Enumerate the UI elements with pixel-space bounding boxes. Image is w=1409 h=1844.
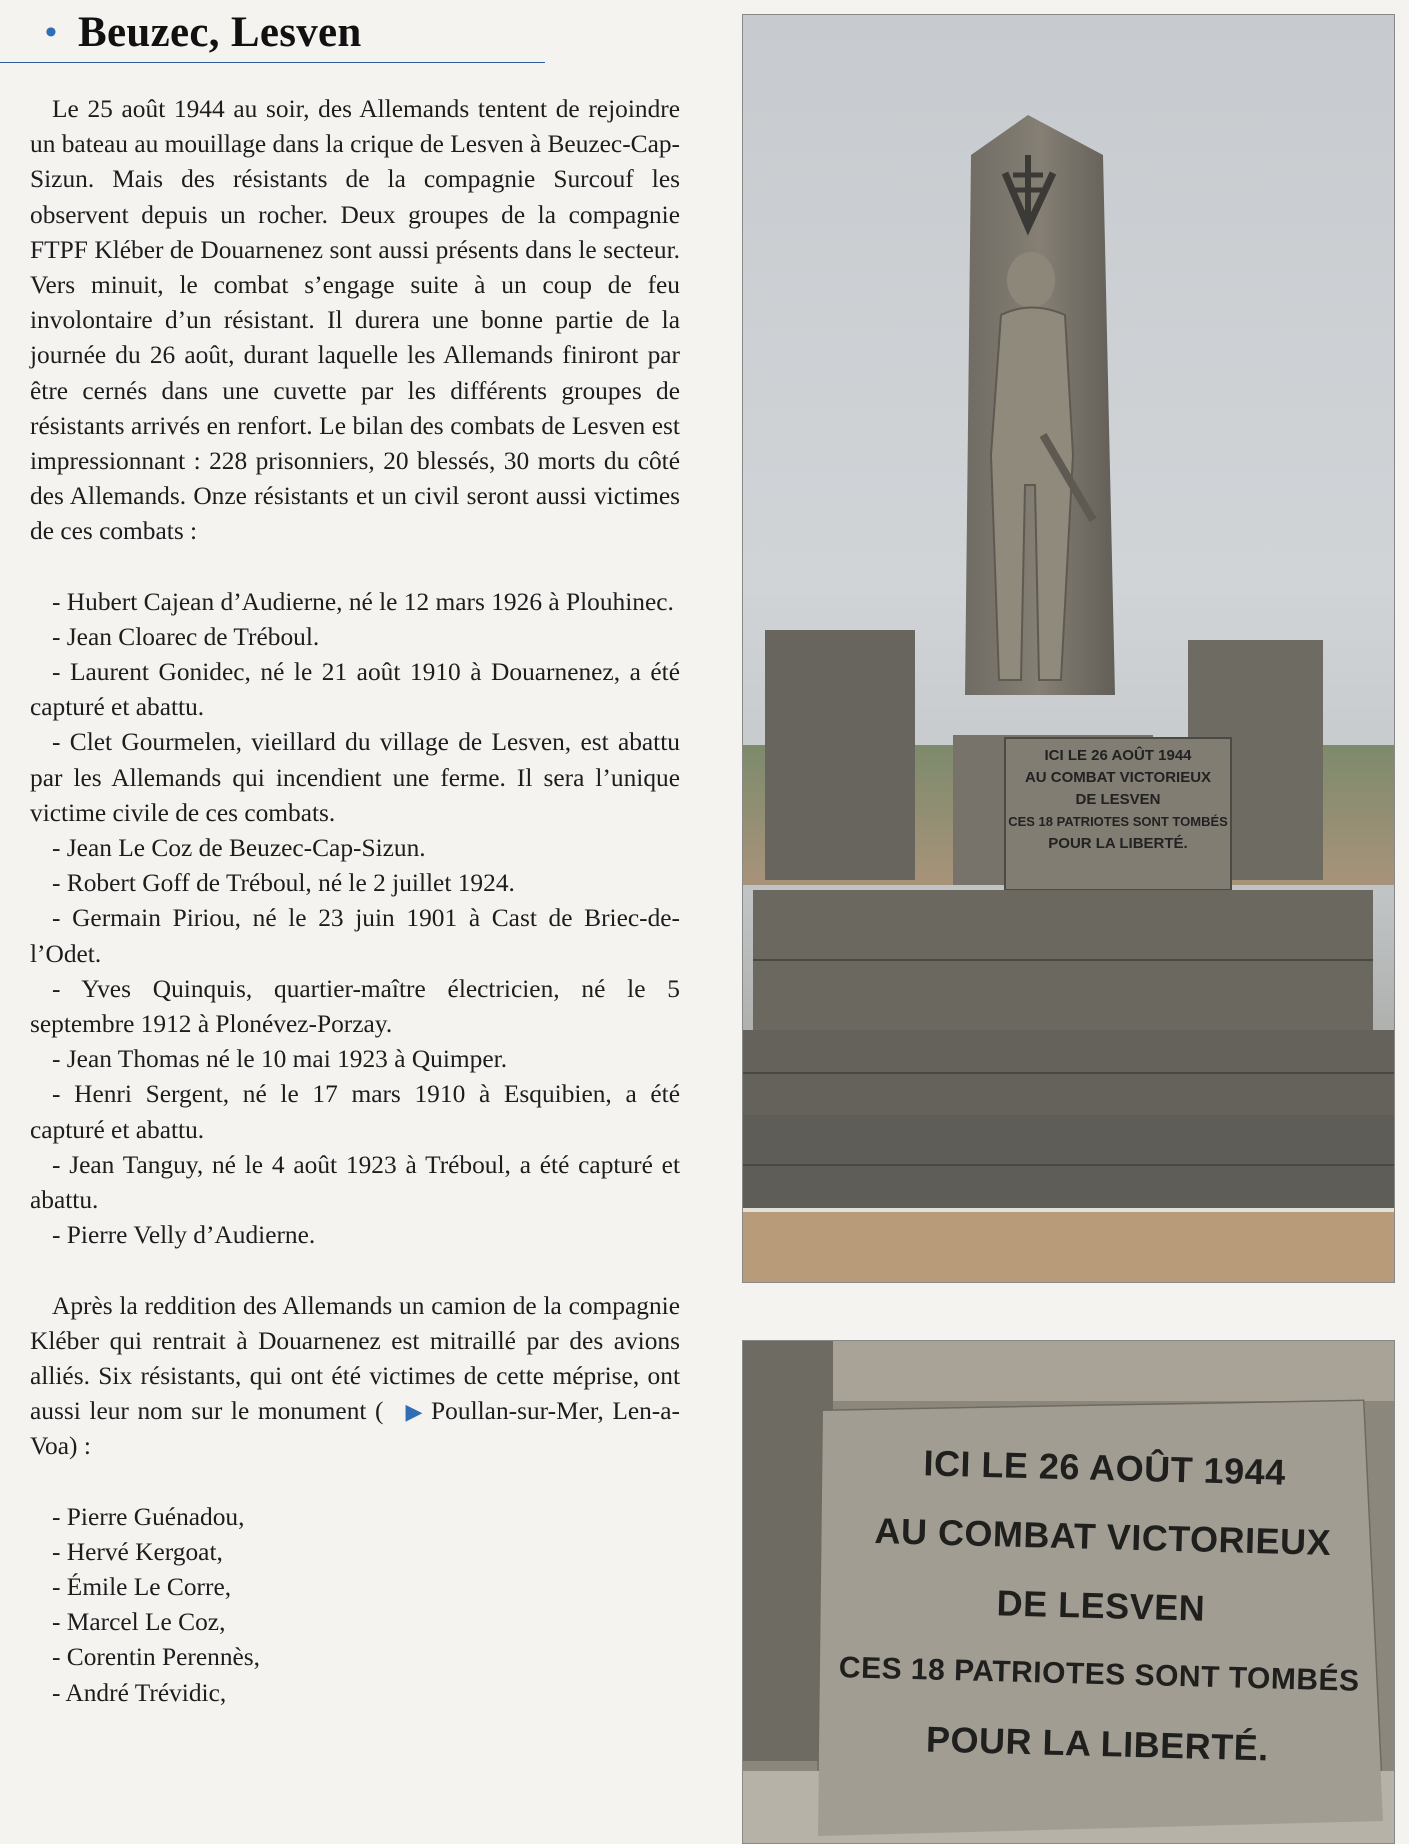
second-list-item: - Émile Le Corre, (52, 1572, 232, 1601)
plaque-line: DE LESVEN (996, 1582, 1206, 1629)
after-text-end: ) : (69, 1432, 91, 1461)
victim-item: - Jean Le Coz de Beuzec-Cap-Sizun. (52, 834, 426, 863)
plaque-photo (742, 1340, 1395, 1844)
victim-item: - Clet Gourmelen, vieillard du village de Lesven, est abattu par les Allemands qui incendient une ferme. Il sera l’unique victime civile de ces combats. (30, 728, 680, 827)
victim-item: - Robert Goff de Tréboul, né le 2 juillet 1924. (52, 869, 515, 898)
monument-illustration (743, 15, 1394, 1282)
monument-plaque-small (1005, 745, 1231, 855)
victim-item: - Jean Thomas né le 10 mai 1923 à Quimper. (52, 1045, 508, 1074)
plaque-line: AU COMBAT VICTORIEUX (1024, 769, 1212, 786)
victim-item: - Laurent Gonidec, né le 21 août 1910 à Douarnenez, a été capturé et abattu. (30, 658, 680, 722)
second-list-item: - André Trévidic, (52, 1678, 227, 1707)
second-list-item: - Marcel Le Coz, (52, 1608, 226, 1637)
triangle-right-icon: ▶ (405, 1399, 423, 1425)
plaque-line: POUR LA LIBERTÉ. (1048, 835, 1188, 852)
cross-reference-link[interactable]: Poullan-sur-Mer, Len-a-Voa (30, 1397, 680, 1461)
plaque-line: POUR LA LIBERTÉ. (925, 1718, 1270, 1769)
plaque-closeup-text (817, 1426, 1386, 1786)
article-column (30, 92, 680, 1711)
plaque-line: CES 18 PATRIOTES SONT TOMBÉS (838, 1651, 1360, 1698)
victim-item: - Henri Sergent, né le 17 mars 1910 à Esquibien, a été capturé et abattu. (30, 1080, 680, 1144)
plaque-line: DE LESVEN (1075, 791, 1161, 808)
victim-item: - Hubert Cajean d’Audierne, né le 12 mars 1926 à Plouhinec. (52, 587, 674, 616)
plaque-line: ICI LE 26 AOÛT 1944 (922, 1442, 1287, 1493)
page-title: Beuzec, Lesven (78, 9, 362, 56)
monument-photo (742, 14, 1395, 1283)
heading-bullet: • (45, 14, 57, 51)
victim-item: - Pierre Velly d’Audierne. (52, 1221, 316, 1250)
after-paragraph (30, 1289, 680, 1465)
second-list-item: - Hervé Kergoat, (52, 1537, 223, 1566)
second-list-item: - Pierre Guénadou, (52, 1502, 245, 1531)
plaque-line: CES 18 PATRIOTES SONT TOMBÉS (1008, 814, 1228, 829)
plaque-line: ICI LE 26 AOÛT 1944 (1044, 747, 1192, 764)
victim-item: - Jean Cloarec de Tréboul. (52, 622, 320, 651)
victim-item: - Yves Quinquis, quartier-maître électricien, né le 5 septembre 1912 à Plonévez-Porzay. (30, 974, 680, 1039)
victim-item: - Germain Piriou, né le 23 juin 1901 à Cast de Briec-de-l’Odet. (30, 904, 680, 968)
intro-paragraph: Le 25 août 1944 au soir, des Allemands tentent de rejoindre un bateau au mouillage dans la crique de Lesven à Beuzec-Cap-Sizun. Mais des résistants de la compagnie Surcouf les observent depuis un rocher. Deux groupes de la compagnie FTPF Kléber de Douarnenez sont aussi présents dans le secteur. Vers minuit, le combat s’engage suite à un coup de feu involontaire d’un résistant. Il durera une bonne partie de la journée du 26 août, durant laquelle les Allemands finiront par être cernés dans une cuvette par les différents groupes de résistants arrivés en renfort. Le bilan des combats de Lesven est impressionnant : 228 prisonniers, 20 blessés, 30 morts du côté des Allemands. Onze résistants et un civil seront aussi victimes de ces combats : (30, 95, 681, 546)
victim-item: - Jean Tanguy, né le 4 août 1923 à Tréboul, a été capturé et abattu. (30, 1150, 680, 1215)
heading-bar (0, 0, 545, 63)
second-list-item: - Corentin Perennès, (52, 1643, 261, 1672)
after-text: Après la reddition des Allemands un camion de la compagnie Kléber qui rentrait à Douarnenez est mitraillé par des avions alliés. Six résistants, qui ont été victimes de cette méprise, ont aussi leur nom sur le monument ( (30, 1291, 680, 1426)
plaque-line: AU COMBAT VICTORIEUX (874, 1510, 1332, 1563)
